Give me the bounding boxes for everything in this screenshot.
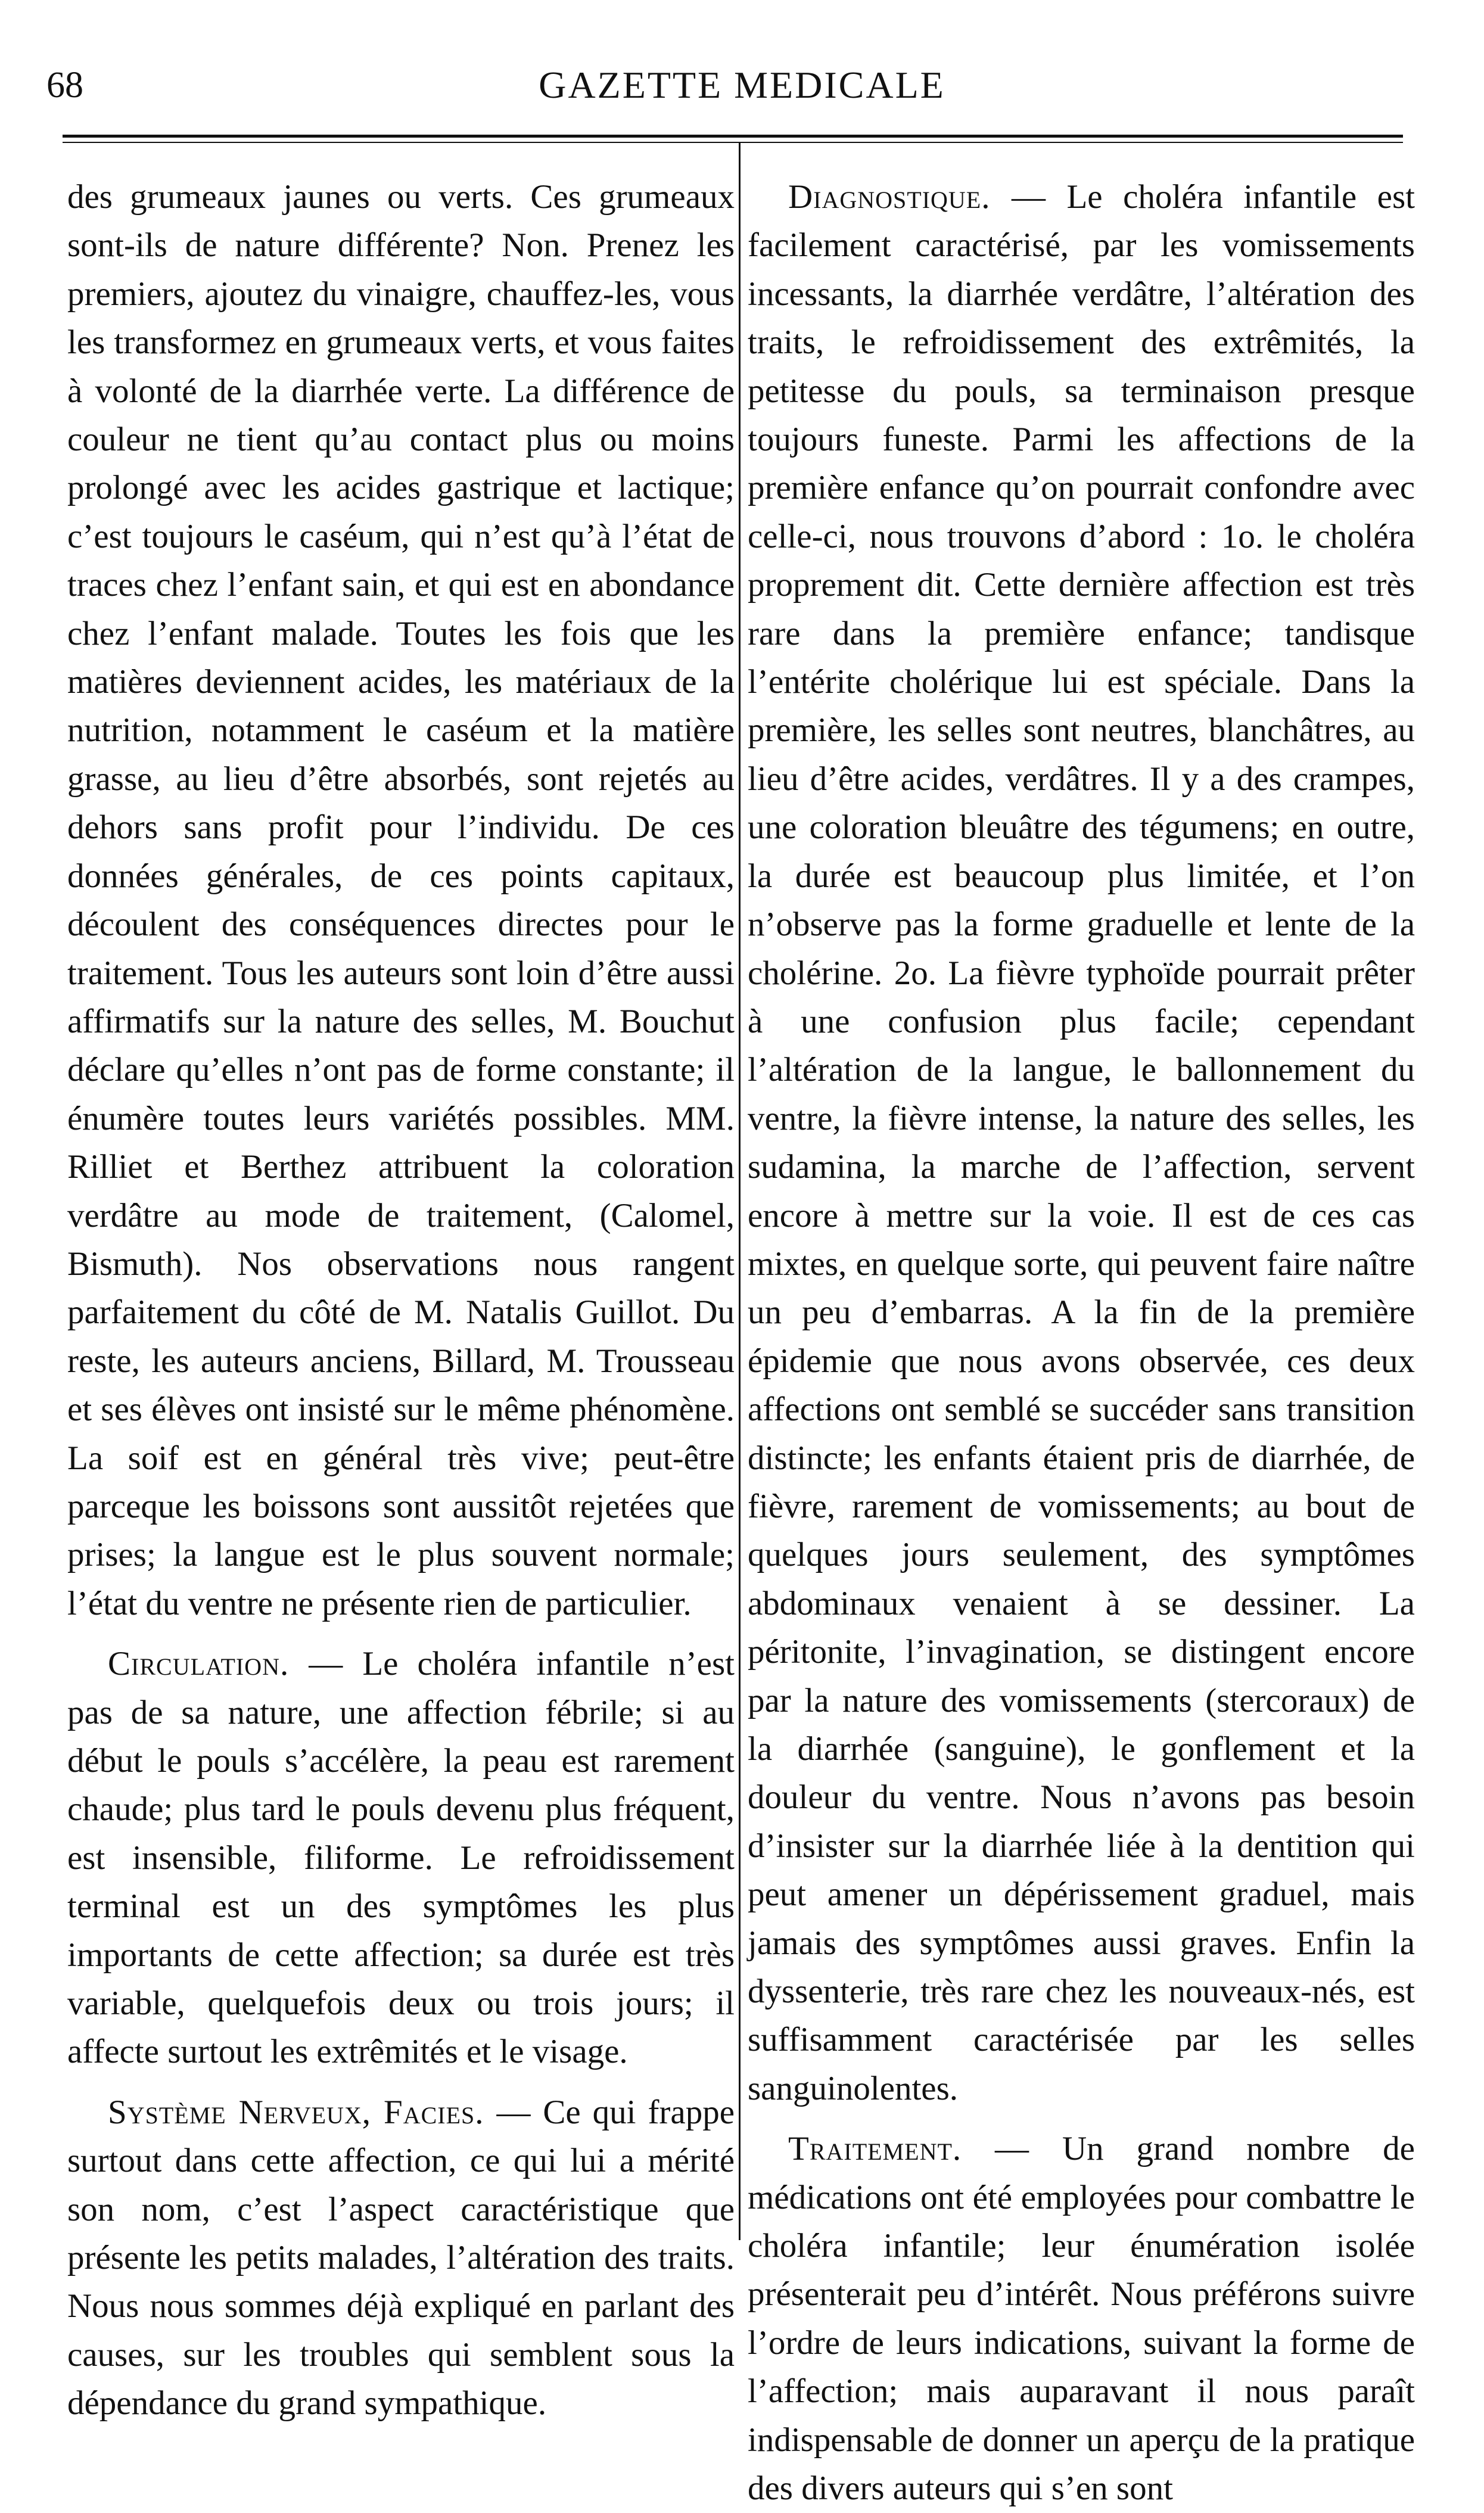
section-heading: Traitement. — [788, 2130, 1030, 2168]
header-rule-thin [63, 142, 1403, 143]
section-heading: Système Nerveux, Facies. — [108, 2093, 531, 2131]
paragraph-traitement [748, 2125, 1415, 2512]
column-divider [739, 143, 741, 2240]
section-heading: Diagnostique. — [788, 178, 1046, 216]
running-title: GAZETTE MEDICALE [539, 64, 945, 106]
left-column [67, 173, 735, 2428]
paragraph-diagnostique [748, 173, 1415, 2113]
paragraph-text: Le choléra infantile est facilement caractérisé, par les vomissements incessants, la diarrhée verdâtre, l’altération des traits, le refroidissement des extrêmités, la petitesse du pouls, sa terminaison presque toujours funeste. Parmi les affections de la première enfance qu’on pourrait confondre avec celle-ci, nous trouvons d’abord : 1o. le choléra proprement dit. Cette dernière affection est très rare dans la première enfance; tandisque l’entérite cholérique lui est spéciale. Dans la première, les selles sont neutres, blanchâtres, au lieu d’être acides, verdâtres. Il y a des crampes, une coloration bleuâtre des tégumens; en outre, la durée est beaucoup plus limitée, et l’on n’observe pas la forme graduelle et lente de la cholérine. 2o. La fièvre typhoïde pourrait prêter à une confusion plus facile; cependant l’altération de la langue, le ballonnement du ventre, la fièvre intense, la nature des selles, les sudamina, la marche de l’affection, servent encore à mettre sur la voie. Il est de ces cas mixtes, en quelque sorte, qui peuvent faire naître un peu d’embarras. A la fin de la première épidemie que nous avons observée, ces deux affections ont semblé se succéder sans transition distincte; les enfants étaient pris de diarrhée, de fièvre, rarement de vomissements; au bout de quelques jours seulement, des symptômes abdominaux venaient à se dessiner. La péritonite, l’invagination, se distingent encore par la nature des vomissements (stercoraux) de la diarrhée (sanguine), le gonflement et la douleur du ventre. Nous n’avons pas besoin d’insister sur la diarrhée liée à la dentition qui peut amener un dépérissement graduel, mais jamais des symptômes aussi graves. Enfin la dyssenterie, très rare chez les nouveaux-nés, est suffisamment caractérisée par les selles sanguinolentes. [748, 178, 1415, 2107]
paragraph-circulation [67, 1640, 735, 2076]
header-rule-thick [63, 135, 1403, 138]
paragraph-text: Ce qui frappe surtout dans cette affection, ce qui lui a mérité son nom, c’est l’aspect caractéristique que présente les petits malades, l’altération des traits. Nous nous sommes déjà expliqué en parlant des causes, sur les troubles qui semblent sous la dépendance du grand sympathique. [67, 2093, 735, 2422]
paragraph: des grumeaux jaunes ou verts. Ces grumeaux sont-ils de nature différente? Non. Prenez les premiers, ajoutez du vinaigre, chauffez-les, vous les transformez en grumeaux verts, et vous faites à volonté de la diarrhée verte. La différence de couleur ne tient qu’au contact plus ou moins prolongé avec les acides gastrique et lactique; c’est toujours le caséum, qui n’est qu’à l’état de traces chez l’enfant sain, et qui est en abondance chez l’enfant malade. Toutes les fois que les matières deviennent acides, les matériaux de la nutrition, notamment le caséum et la matière grasse, au lieu d’être absorbés, sont rejetés au dehors sans profit pour l’individu. De ces données générales, de ces points capitaux, découlent des conséquences directes pour le traitement. Tous les auteurs sont loin d’être aussi affirmatifs sur la nature des selles, M. Bouchut déclare qu’elles n’ont pas de forme constante; il énumère toutes leurs variétés possibles. MM. Rilliet et Berthez attribuent la coloration verdâtre au mode de traitement, (Calomel, Bismuth). Nos observations nous rangent parfaitement du côté de M. Natalis Guillot. Du reste, les auteurs anciens, Billard, M. Trousseau et ses élèves ont insisté sur le même phénomène. La soif est en général très vive; peut-être parceque les boissons sont aussitôt rejetées que prises; la langue est le plus souvent normale; l’état du ventre ne présente rien de particulier. [67, 178, 735, 1622]
page-number: 68 [46, 65, 83, 105]
paragraph-text: Un grand nombre de médications ont été employées pour combattre le choléra infantile; leur énumération isolée présenterait peu d’intérêt. Nous préférons suivre l’ordre de leurs indications, suivant la forme de l’affection; mais auparavant il nous paraît indispensable de donner un aperçu de la pratique des divers auteurs qui s’en sont [748, 2130, 1415, 2508]
paragraph-systeme-nerveux [67, 2088, 735, 2428]
section-heading: Circulation. — [108, 1645, 344, 1683]
paragraph-text: Le choléra infantile n’est pas de sa nature, une affection fébrile; si au début le pouls s’accélère, la peau est rarement chaude; plus tard le pouls devenu plus fréquent, est insensible, filiforme. Le refroidissement terminal est un des symptômes les plus importants de cette affection; sa durée est très variable, quelquefois deux ou trois jours; il affecte surtout les extrêmités et le visage. [67, 1645, 735, 2071]
right-column [748, 173, 1415, 2513]
